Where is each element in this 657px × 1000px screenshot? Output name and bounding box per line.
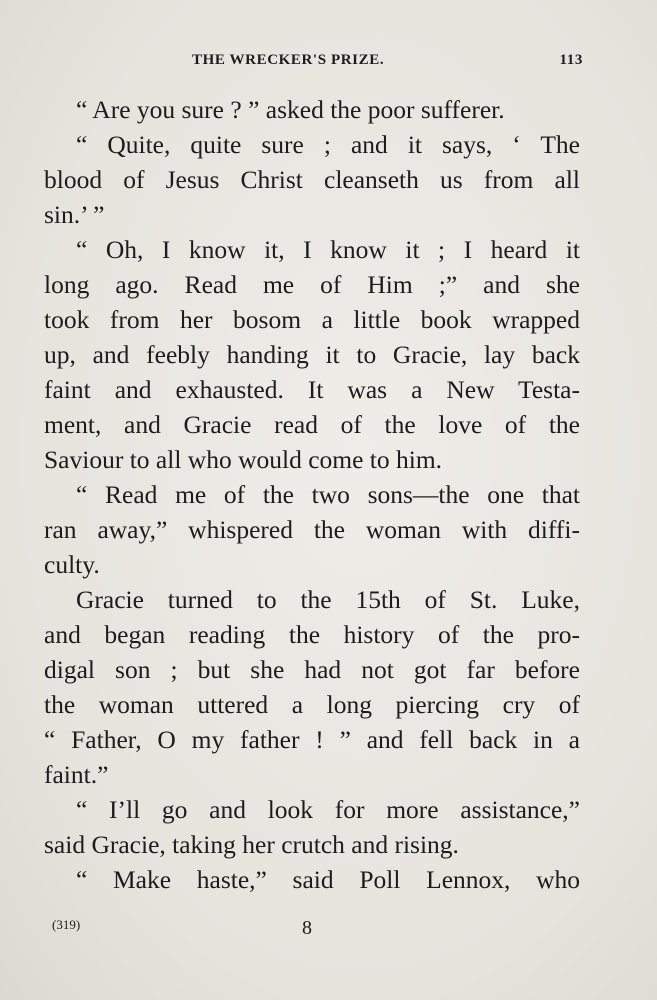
- text-line: ment, and Gracie read of the love of the: [44, 410, 580, 439]
- text-line: “ Make haste,” said Poll Lennox, who: [76, 865, 580, 894]
- text-line: said Gracie, taking her crutch and rising.: [44, 830, 459, 859]
- text-line: long ago. Read me of Him ;” and she: [44, 270, 580, 299]
- text-line: faint.”: [44, 760, 109, 789]
- text-line: the woman uttered a long piercing cry of: [44, 690, 580, 719]
- text-line: up, and feebly handing it to Gracie, lay back: [44, 340, 580, 369]
- text-line: took from her bosom a little book wrapped: [44, 305, 580, 334]
- text-line: sin.’ ”: [44, 200, 105, 229]
- text-line: culty.: [44, 550, 100, 579]
- signature-mark: (319): [52, 917, 81, 932]
- signature-folio: 8: [302, 917, 312, 939]
- text-line: “ Father, O my father ! ” and fell back in a: [44, 725, 580, 754]
- running-header: [192, 52, 583, 69]
- text-line: “ Read me of the two sons—the one that: [76, 480, 580, 509]
- running-title: THE WRECKER'S PRIZE.: [192, 52, 385, 68]
- body-text: [44, 92, 580, 897]
- text-line: Saviour to all who would come to him.: [44, 445, 443, 474]
- text-line: faint and exhausted. It was a New Testa-: [44, 375, 580, 404]
- text-line: “ Oh, I know it, I know it ; I heard it: [76, 235, 580, 264]
- text-line: Gracie turned to the 15th of St. Luke,: [76, 585, 580, 614]
- text-line: “ Are you sure ? ” asked the poor sufferer.: [76, 95, 505, 124]
- text-line: “ I’ll go and look for more assistance,”: [76, 795, 580, 824]
- text-line: digal son ; but she had not got far before: [44, 655, 580, 684]
- page-number: 113: [559, 52, 583, 68]
- text-line: blood of Jesus Christ cleanseth us from all: [44, 165, 580, 194]
- text-line: “ Quite, quite sure ; and it says, ‘ The: [76, 130, 580, 159]
- text-line: ran away,” whispered the woman with diffi-: [44, 515, 580, 544]
- text-line: and began reading the history of the pro-: [44, 620, 580, 649]
